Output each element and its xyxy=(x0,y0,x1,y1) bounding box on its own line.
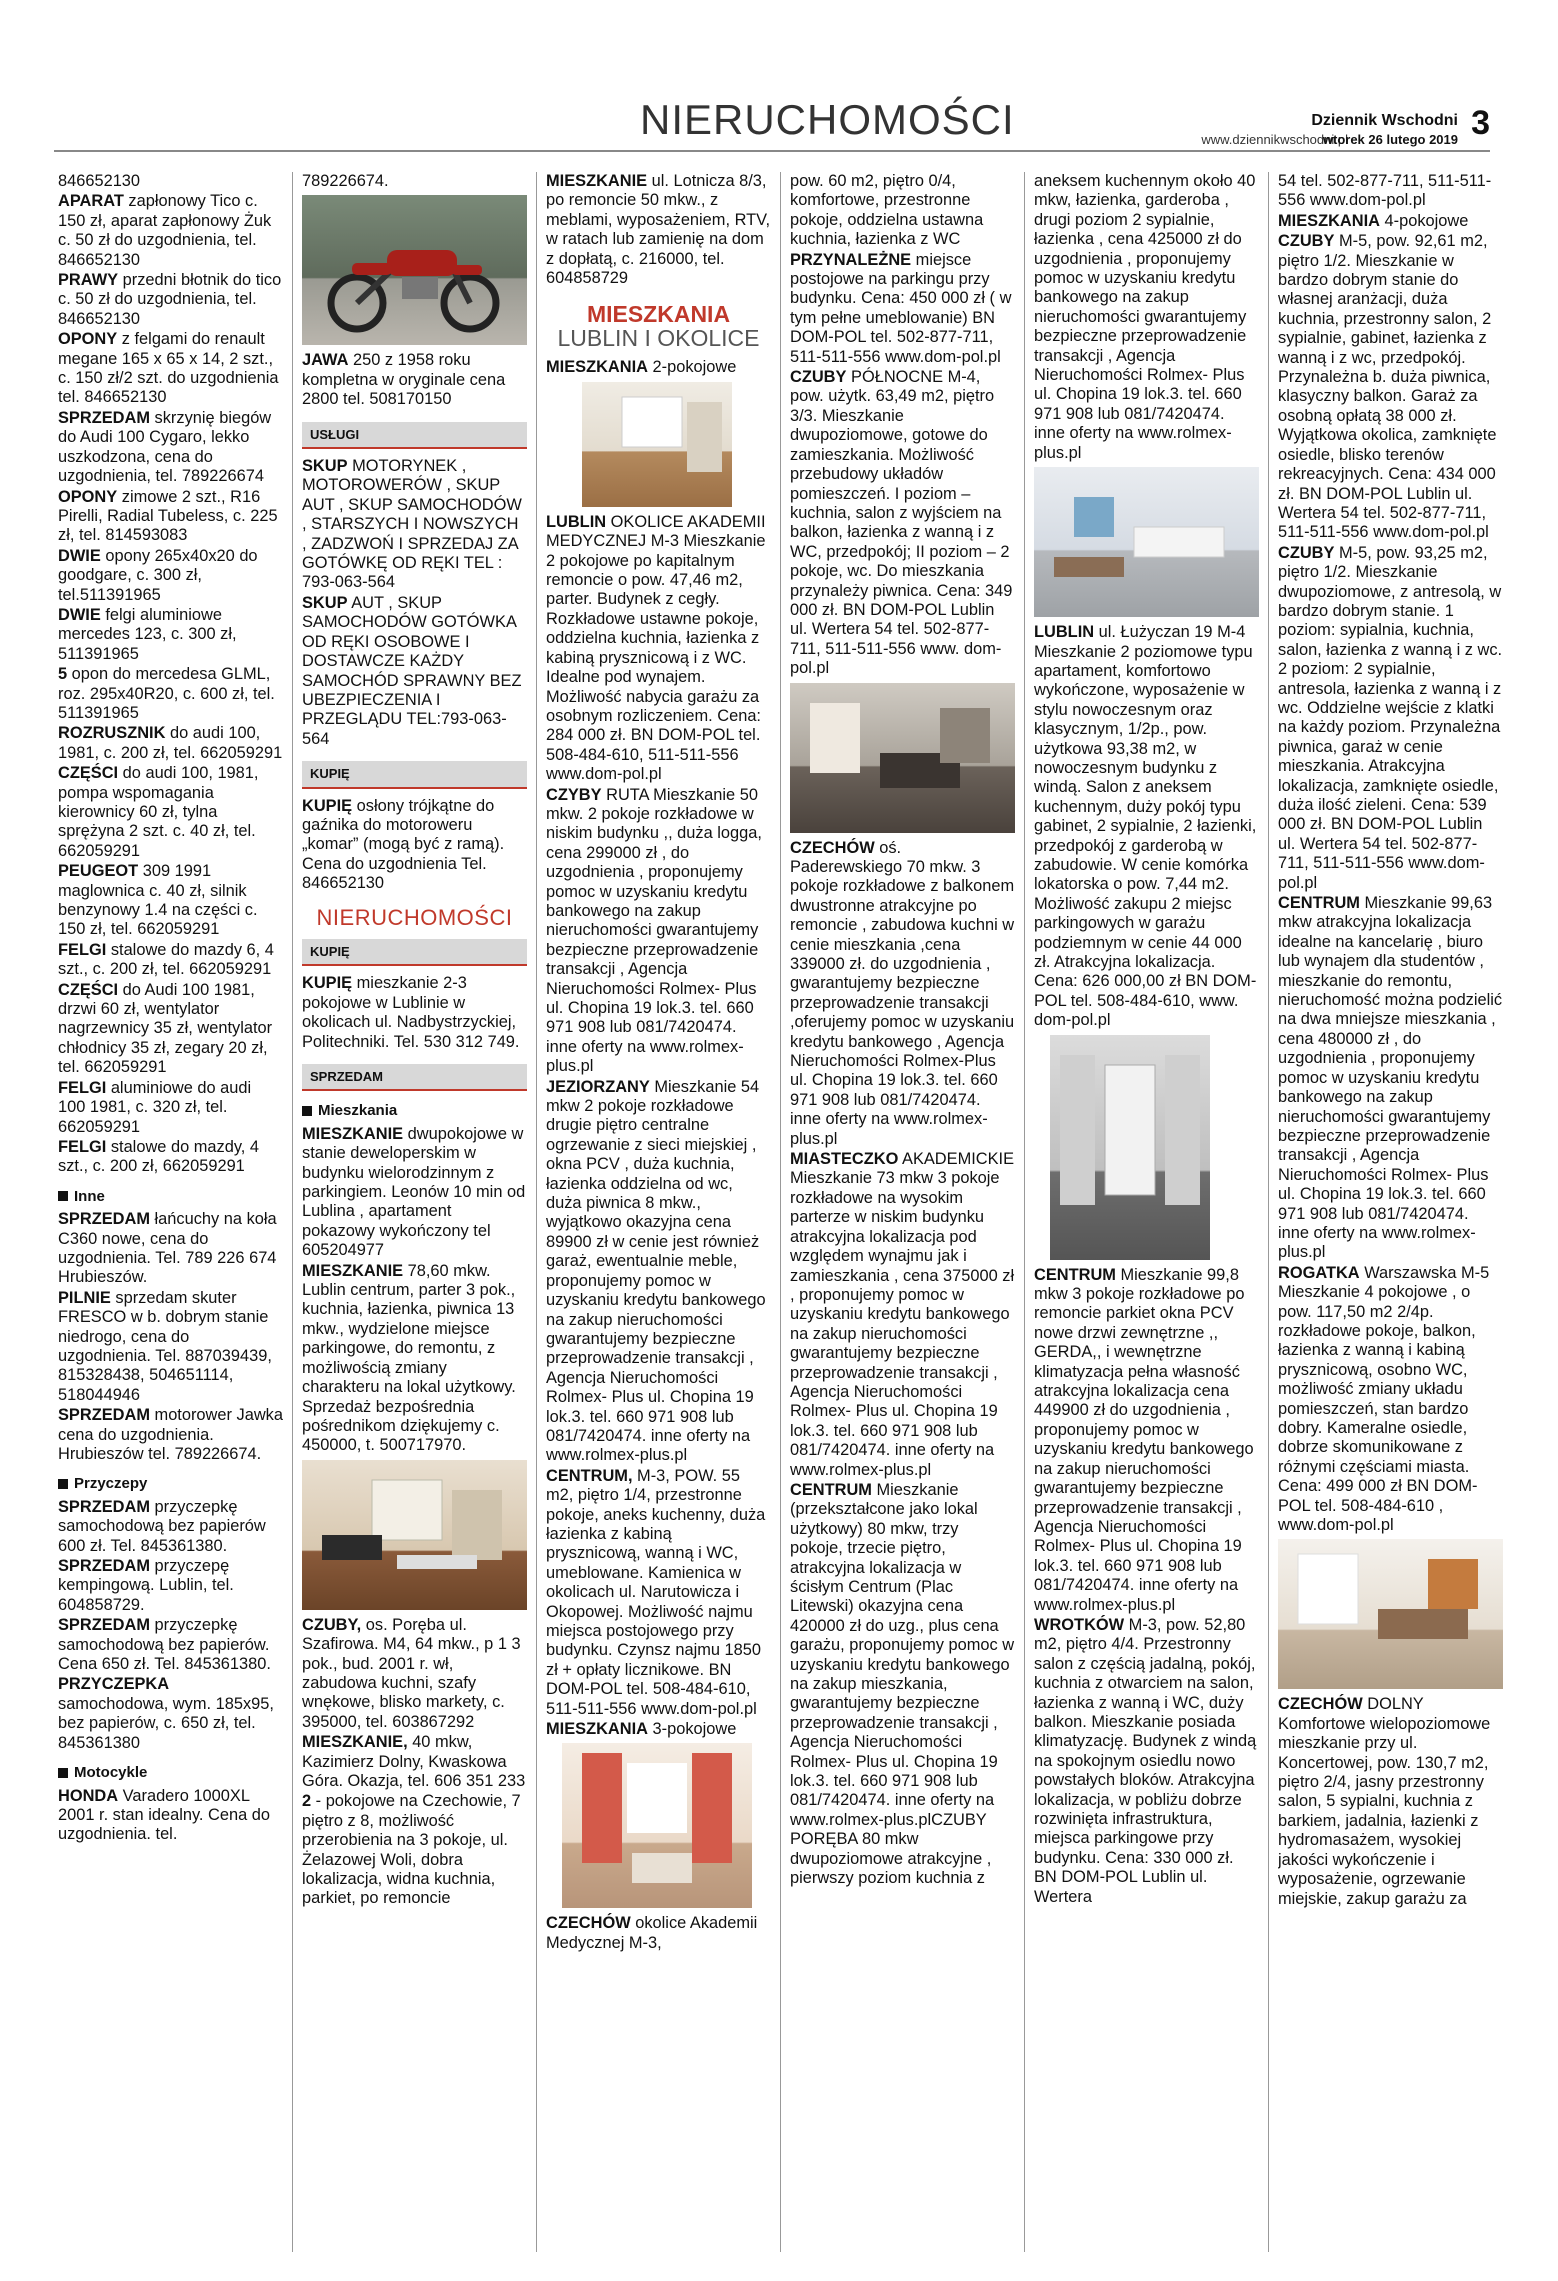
classified-ad: PILNIE sprzedam skuter FRESCO w b. dobrym stanie niedrogo, cena do uzgodnienia. Tel. 887039439, 815328438, 504651114, 518044946 xyxy=(58,1288,272,1404)
column-3 xyxy=(546,172,771,2252)
column-divider xyxy=(780,172,781,2252)
classified-ad: CZUBY PÓŁNOCNE M-4, pow. użytk. 63,49 m2, piętro 3/3. Mieszkanie dwupoziomowe, gotowe do zamieszkania. Możliwość przebudowy układów pomieszczeń. I poziom – kuchnia, salon z wyjściem na balkon, łazienka z wanną i z WC, przedpokój; II poziom – 2 pokoje, wc. Do mieszkania przynależy piwnica. Cena: 349 000 zł. BN DOM-POL Lublin ul. Wertera 54 tel. 502-877-711, 511-511-556 www. dom-pol.pl xyxy=(790,368,1013,678)
motorcycle-photo xyxy=(302,195,527,345)
apartment-photo xyxy=(1034,467,1259,617)
classified-ad: MIESZKANIA 3-pokojowe xyxy=(546,1720,737,1739)
column-divider xyxy=(292,172,293,2252)
classified-ad: SPRZEDAM przyczepkę samochodową bez papierów. Cena 650 zł. Tel. 845361380. xyxy=(58,1616,271,1674)
classified-ad: DWIE felgi aluminiowe mercedes 123, c. 300 zł, 511391965 xyxy=(58,605,237,663)
section-title-nieruchomosci: NIERUCHOMOŚCI xyxy=(316,904,513,930)
classified-ad: JAWA 250 z 1958 roku kompletna w oryginale cena 2800 tel. 508170150 xyxy=(302,351,506,409)
classified-ad: MIESZKANIE, 40 mkw, Kazimierz Dolny, Kwaskowa Góra. Okazja, tel. 606 351 233 xyxy=(302,1733,526,1790)
apartment-photo xyxy=(562,1743,752,1908)
section-header-uslugi: USŁUGI xyxy=(302,422,527,449)
classified-ad: CENTRUM Mieszkanie (przekształcone jako lokal użytkowy) 80 mkw, trzy pokoje, trzecie piętro, atrakcyjna lokalizacja w ścisłym Centrum (Plac Litewski) okazyjna cena 420000 zł do uzg., plus cena garażu, proponujemy pomoc w uzyskaniu kredytu bankowego na zakup mieszkania, gwarantujemy bezpieczne przeprowadzenie transakcji , Agencja Nieruchomości Rolmex- Plus ul. Chopina 19 lok.3. tel. 660 971 908 lub 081/7420474. inne oferty na www.rolmex-plus.plCZUBY PORĘBA 80 mkw dwupoziomowe atrakcyjne , pierwszy poziom kuchnia z xyxy=(790,1480,1015,1888)
column-2 xyxy=(302,172,527,2252)
classified-ad: CZUBY, os. Poręba ul. Szafirowa. M4, 64 mkw., p 1 3 pok., bud. 2001 r. wł, zabudowa kuchni, szafy wnękowe, blisko markety, c. 395000, tel. 603867292 xyxy=(302,1615,521,1731)
category-heading: Mieszkania xyxy=(302,1101,527,1120)
section-header-kupie: KUPIĘ xyxy=(302,761,527,788)
section-header-kupie: KUPIĘ xyxy=(302,939,527,966)
classified-ad: PRZYNALEŻNE miejsce postojowe na parkingu przy budynku. Cena: 450 000 zł ( w tym pełne umeblowanie) BN DOM-POL tel. 502-877-711, 511-511-556 www.dom-pol.pl xyxy=(790,250,1012,366)
column-5 xyxy=(1034,172,1259,2252)
bullet-square-icon xyxy=(58,1191,68,1201)
section-header-sprzedam: SPRZEDAM xyxy=(302,1064,527,1091)
ad-text: 54 tel. 502-877-711, 511-511-556 www.dom-pol.pl xyxy=(1278,172,1492,210)
column-divider xyxy=(536,172,537,2252)
page-number: 3 xyxy=(1471,104,1490,142)
apartment-photo xyxy=(302,1460,527,1610)
classified-ad: CZECHÓW oś. Paderewskiego 70 mkw. 3 pokoje rozkładowe z balkonem dwustronne atrakcyjne po remoncie , zabudowa kuchni w cenie mieszkania ,cena 339000 zł. do uzgodnienia , gwarantujemy bezpieczne przeprowadzenie transakcji ,oferujemy pomoc w uzyskaniu kredytu bankowego , Agencja Nieruchomości Rolmex-Plus ul. Chopina 19 lok.3. tel. 660 971 908 lub 081/7420474. inne oferty na www.rolmex-plus.pl xyxy=(790,838,1015,1148)
classified-ad: 5 opon do mercedesa GLML, roz. 295x40R20, c. 600 zł, tel. 511391965 xyxy=(58,665,275,722)
ads-columns xyxy=(58,172,1503,2252)
bullet-square-icon xyxy=(58,1768,68,1778)
classified-ad: SPRZEDAM łańcuchy na koła C360 nowe, cena do uzgodnienia. Tel. 789 226 674 Hrubieszów. xyxy=(58,1210,277,1287)
ad-text: aneksem kuchennym około 40 mkw, łazienka, garderoba , drugi poziom 2 sypialnie, łazienka , cena 425000 zł do uzgodnienia , proponujemy pomoc w uzyskaniu kredytu bankowego na zakup nieruchomości gwarantujemy bezpieczne przeprowadzenie transakcji , Agencja Nieruchomości Rolmex- Plus ul. Chopina 19 lok.3. tel. 660 971 908 lub 081/7420474. inne oferty na www.rolmex-plus.pl xyxy=(1034,172,1256,462)
column-6 xyxy=(1278,172,1503,2252)
classified-ad: CZUBY M-5, pow. 92,61 m2, piętro 1/2. Mieszkanie w bardzo dobrym stanie do własnej aranżacji, duża kuchnia, przestronny salon, 2 sypialnie, gabinet, łazienka z wanną i z wc, przedpokój. Przynależna b. duża piwnica, klasyczny balkon. Garaż za osobną opłatą 38 000 zł. Wyjątkowa okolica, zamknięte osiedle, blisko terenów rekreacyjnych. Cena: 434 000 zł. BN DOM-POL Lublin ul. Wertera 54 tel. 502-877-711, 511-511-556 www.dom-pol.pl xyxy=(1278,232,1497,542)
classified-ad: CZECHÓW DOLNY Komfortowe wielopoziomowe mieszkanie przy ul. Koncertowej, pow. 130,7 m2, piętro 2/4, jasny przestronny salon, 5 sypialni, kuchnia z barkiem, jadalnia, łazienki z hydromasażem, wysokiej jakości wykończenie i wyposażenie, ogrzewanie miejskie, zakup garażu za xyxy=(1278,1695,1491,1908)
classified-ad: HONDA Varadero 1000XL 2001 r. stan idealny. Cena do uzgodnienia. tel. xyxy=(58,1786,271,1844)
classified-ad: DWIE opony 265x40x20 do goodgare, c. 300 zł, tel.511391965 xyxy=(58,546,258,604)
classified-ad: OPONY z felgami do renault megane 165 x 65 x 14, 2 szt., c. 150 zł/2 szt. do uzgodnienia tel. 846652130 xyxy=(58,330,279,407)
section-title: NIERUCHOMOŚCI xyxy=(640,96,1015,143)
section-title-mieszkania: MIESZKANIA LUBLIN I OKOLICE xyxy=(557,301,760,352)
classified-ad: CZYBY RUTA Mieszkanie 50 mkw. 2 pokoje rozkładowe w niskim budynku ,, duża logga, cena 299000 zł , do uzgodnienia , proponujemy pomoc w uzyskaniu kredytu bankowego na zakup nieruchomości gwarantujemy bezpieczne przeprowadzenie transakcji , Agencja Nieruchomości Rolmex- Plus ul. Chopina 19 lok.3. tel. 660 971 908 lub 081/7420474. inne oferty na www.rolmex-plus.pl xyxy=(546,785,762,1076)
classified-ad: CENTRUM Mieszkanie 99,8 mkw 3 pokoje rozkładowe po remoncie parkiet okna PCV nowe drzwi zewnętrzne ,, GERDA,, i wewnętrzne klimatyzacja pełna własność atrakcyjna lokalizacja cena 449900 zł do uzgodnienia , proponujemy pomoc w uzyskaniu kredytu bankowego na zakup nieruchomości gwarantujemy bezpieczne przeprowadzenie transakcji , Agencja Nieruchomości Rolmex- Plus ul. Chopina 19 lok.3. tel. 660 971 908 lub 081/7420474. inne oferty na www.rolmex-plus.pl xyxy=(1034,1265,1254,1614)
category-heading: Inne xyxy=(58,1187,283,1206)
ad-text: 846652130 xyxy=(58,172,141,190)
classified-ad: MIESZKANIE dwupokojowe w stanie deweloperskim w budynku wielorodzinnym z parkingiem. Leonów 10 min od Lublina , apartament pokazowy wykończony tel 605204977 xyxy=(302,1124,526,1260)
classified-ad: OPONY zimowe 2 szt., R16 Pirelli, Radial Tubeless, c. 225 zł, tel. 814593083 xyxy=(58,487,278,545)
paper-url[interactable]: www.dziennikwschodni.pl xyxy=(1201,132,1348,147)
classified-ad: JEZIORZANY Mieszkanie 54 mkw 2 pokoje rozkładowe drugie piętro centralne ogrzewanie z sieci miejskiej , okna PCV , duża kuchnia, łazienka oddzielna od wc, duża piwnica 8 mkw., wyjątkowo okazyjna cena 89900 zł w cenie jest również garaż, ewentualnie meble, proponujemy pomoc w uzyskaniu kredytu bankowego na zakup nieruchomości gwarantujemy bezpieczne przeprowadzenie transakcji , Agencja Nieruchomości Rolmex- Plus ul. Chopina 19 lok.3. tel. 660 971 908 lub 081/7420474. inne oferty na www.rolmex-plus.pl xyxy=(546,1077,766,1465)
classified-ad: PRZYCZEPKA samochodowa, wym. 185x95, bez papierów, c. 650 zł, tel. 845361380 xyxy=(58,1675,274,1752)
column-4 xyxy=(790,172,1015,2252)
classified-ad: SKUP MOTORYNEK , MOTOROWERÓW , SKUP AUT , SKUP SAMOCHODÓW , STARSZYCH I NOWSZYCH , ZADZWOŃ I SPRZEDAJ ZA GOTÓWKĘ OD RĘKI TEL : 793-063-564 xyxy=(302,457,522,592)
classified-ad: SPRZEDAM skrzynię biegów do Audi 100 Cygaro, lekko uszkodzona, cena do uzgodnienia, tel. 789226674 xyxy=(58,408,272,486)
classified-ad: APARAT zapłonowy Tico c. 150 zł, aparat zapłonowy Żuk c. 50 zł do uzgodnienia, tel. 846652130 xyxy=(58,192,272,269)
classified-ad: MIESZKANIE ul. Lotnicza 8/3, po remoncie 50 mkw., z meblami, wyposażeniem, RTV, w ratach lub zamienię na dom z dopłatą, c. 216000, tel. 604858729 xyxy=(546,172,771,288)
column-divider xyxy=(1024,172,1025,2252)
classified-ad: ROZRUSZNIK do audi 100, 1981, c. 200 zł, tel. 662059291 xyxy=(58,724,283,762)
classified-ad: SKUP AUT , SKUP SAMOCHODÓW GOTÓWKA OD RĘKI OSOBOWE I DOSTAWCZE KAŻDY SAMOCHÓD SPRAWNY BEZ UBEZPIECZENIA I PRZEGLĄDU TEL:793-063-564 xyxy=(302,593,522,748)
category-heading: Przyczepy xyxy=(58,1474,283,1493)
classified-ad: KUPIĘ mieszkanie 2-3 pokojowe w Lublinie w okolicach ul. Nadbystrzyckiej, Politechniki. Tel. 530 312 749. xyxy=(302,974,520,1051)
paper-name: Dziennik Wschodni xyxy=(1311,112,1458,129)
classified-ad: FELGI stalowe do mazdy, 4 szt., c. 200 zł, 662059291 xyxy=(58,1137,260,1176)
corridor-photo xyxy=(1050,1035,1210,1260)
bullet-square-icon xyxy=(58,1479,68,1489)
classified-ad: MIESZKANIE 78,60 mkw. Lublin centrum, parter 3 pok., kuchnia, łazienka, piwnica 13 mkw., wydzielone miejsce parkingowe, do remontu, z możliwością zmiany charakteru na lokal użytkowy. Sprzedaż bezpośrednia pośrednikom dziękujemy c. 450000, t. 500717970. xyxy=(302,1261,516,1455)
paper-date: wtorek 26 lutego 2019 xyxy=(1322,132,1458,147)
apartment-photo xyxy=(1278,1539,1503,1689)
classified-ad: FELGI aluminiowe do audi 100 1981, c. 320 zł, tel. 662059291 xyxy=(58,1078,252,1136)
classified-ad: CZUBY M-5, pow. 93,25 m2, piętro 1/2. Mieszkanie dwupoziomowe, z antresolą, w bardzo dobrym stanie. 1 poziom: sypialnia, kuchnia, salon, łazienka z wanną i z wc. 2 poziom: 2 sypialnie, antresola, łazienka z wanną i z wc. Oddzielne wejście z klatki na każdy poziom. Przynależna piwnica, garaż w cenie mieszkania. Atrakcyjna lokalizacja, zamknięte osiedle, duża ilość zieleni. Cena: 539 000 zł. BN DOM-POL Lublin ul. Wertera 54 tel. 502-877-711, 511-511-556 www.dom-pol.pl xyxy=(1278,543,1503,892)
classified-ad: PEUGEOT 309 1991 maglownica c. 40 zł, silnik benzynowy 1.4 na części c. 150 zł, tel. 662059291 xyxy=(58,862,258,939)
classified-ad: MIESZKANIA 2-pokojowe xyxy=(546,358,737,377)
classified-ad: WROTKÓW M-3, pow. 52,80 m2, piętro 4/4. Przestronny salon z częścią jadalną, pokój, kuchnia z otwarciem na salon, łazienka z wanną i WC, duży balkon. Mieszkanie posiada klimatyzację. Budynek z windą na spokojnym osiedlu nowo powstałych bloków. Atrakcyjna lokalizacja, w pobliżu dobrze rozwinięta infrastruktura, miejsca parkingowe przy budynku. Cena: 330 000 zł. BN DOM-POL Lublin ul. Wertera xyxy=(1034,1615,1257,1906)
classified-ad: PRAWY przedni błotnik do tico c. 50 zł do uzgodnienia, tel. 846652130 xyxy=(58,271,282,328)
classified-ad: KUPIĘ osłony trójkątne do gaźnika do motoroweru „komar” (mogą być z ramą). Cena do uzgodnienia Tel. 846652130 xyxy=(302,796,505,893)
classified-ad: CENTRUM, M-3, POW. 55 m2, piętro 1/4, przestronne pokoje, aneks kuchenny, duża łazienka z kabiną prysznicową, wanną i WC, umeblowane. Kamienica w okolicach ul. Narutowicza i Okopowej. Możliwość najmu miejsca postojowego przy budynku. Czynsz najmu 1850 zł + opłaty licznikowe. BN DOM-POL tel. 508-484-610, 511-511-556 www.dom-pol.pl xyxy=(546,1466,766,1718)
column-1 xyxy=(58,172,283,2252)
page-header xyxy=(0,0,1558,170)
bullet-square-icon xyxy=(302,1106,312,1116)
classified-ad: LUBLIN OKOLICE AKADEMII MEDYCZNEJ M-3 Mieszkanie 2 pokojowe po kapitalnym remoncie o pow. 47,46 m2, parter. Budynek z cegły. Rozkładowe ustawne pokoje, oddzielna kuchnia, łazienka z kabiną prysznicową i z WC. Idealne pod wynajem. Możliwość nabycia garażu za osobnym rozliczeniem. Cena: 284 000 zł. BN DOM-POL tel. 508-484-610, 511-511-556 www.dom-pol.pl xyxy=(546,512,766,784)
column-divider xyxy=(1268,172,1269,2252)
classified-ad: CENTRUM Mieszkanie 99,63 mkw atrakcyjna lokalizacja idealne na kancelarię , biuro lub wynajem dla studentów , mieszkanie do remontu, nieruchomość można podzielić na dwa mniejsze mieszkania , cena 480000 zł , do uzgodnienia , proponujemy pomoc w uzyskaniu kredytu bankowego na zakup nieruchomości gwarantujemy bezpieczne przeprowadzenie transakcji , Agencja Nieruchomości Rolmex- Plus ul. Chopina 19 lok.3. tel. 660 971 908 lub 081/7420474. inne oferty na www.rolmex-plus.pl xyxy=(1278,894,1503,1262)
classified-ad: SPRZEDAM przyczepkę samochodową bez papierów 600 zł. Tel. 845361380. xyxy=(58,1497,266,1555)
category-heading: Motocykle xyxy=(58,1763,283,1782)
classified-ad: LUBLIN ul. Łużyczan 19 M-4 Mieszkanie 2 poziomowe typu apartament, komfortowo wykończone, wyposażenie w stylu nowoczesnym oraz klasycznym, 1/2p., pow. użytkowa 93,38 m2, w nowoczesnym budynku z windą. Salon z aneksem kuchennym, duży pokój typu gabinet, 2 sypialnie, 2 łazienki, przedpokój z garderobą w zabudowie. W cenie komórka lokatorska o pow. 7,44 m2. Możliwość zakupu 2 miejsc parkingowych w garażu podziemnym w cenie 44 000 zł. Atrakcyjna lokalizacja. Cena: 626 000,00 zł BN DOM-POL tel. 508-484-610, www. dom-pol.pl xyxy=(1034,623,1257,1030)
classified-ad: MIASTECZKO AKADEMICKIE Mieszkanie 73 mkw 3 pokoje rozkładowe na wysokim parterze w niskim budynku atrakcyjna lokalizacja pod względem wynajmu jak i zamieszkania , cena 375000 zł , proponujemy pomoc w uzyskaniu kredytu bankowego na zakup nieruchomości gwarantujemy bezpieczne przeprowadzenie transakcji , Agencja Nieruchomości Rolmex- Plus ul. Chopina 19 lok.3. tel. 660 971 908 lub 081/7420474. inne oferty na www.rolmex-plus.pl xyxy=(790,1150,1015,1479)
ad-text: pow. 60 m2, piętro 0/4, komfortowe, przestronne pokoje, oddzielna ustawna kuchnia, łazienka z WC xyxy=(790,172,984,249)
classified-ad: 2 - pokojowe na Czechowie, 7 piętro z 8, możliwość przerobienia na 3 pokoje, ul. Żelazowej Woli, dobra lokalizacja, widna kuchnia, parkiet, po remoncie xyxy=(302,1792,521,1908)
classified-ad: SPRZEDAM motorower Jawka cena do uzgodnienia. Hrubieszów tel. 789226674. xyxy=(58,1406,283,1463)
classified-ad: FELGI stalowe do mazdy 6, 4 szt., c. 200 zł, tel. 662059291 xyxy=(58,940,274,979)
header-rule xyxy=(54,150,1490,152)
classified-ad: MIESZKANIA 4-pokojowe xyxy=(1278,211,1469,230)
apartment-photo xyxy=(582,382,732,507)
apartment-photo xyxy=(790,683,1015,833)
ad-text: 789226674. xyxy=(302,172,389,190)
classified-ad: CZĘŚCI do audi 100, 1981, pompa wspomagania kierownicy 60 zł, tylna sprężyna 2 szt. c. 40 zł, tel. 662059291 xyxy=(58,764,259,860)
classified-ad: CZECHÓW okolice Akademii Medycznej M-3, xyxy=(546,1914,758,1952)
classified-ad: CZĘŚCI do Audi 100 1981, drzwi 60 zł, wentylator nagrzewnicy 35 zł, wentylator chłodnicy 35 zł, zegary 20 zł, tel. 662059291 xyxy=(58,980,273,1077)
classified-ad: SPRZEDAM przyczepę kempingową. Lublin, tel. 604858729. xyxy=(58,1557,234,1614)
classified-ad: ROGATKA Warszawska M-5 Mieszkanie 4 pokojowe , o pow. 117,50 m2 2/4p. rozkładowe pokoje, balkon, łazienka z wanną i kabiną prysznicową, osobno WC, możliwość zmiany układu pomieszczeń, stan bardzo dobry. Kameralne osiedle, dobrze skomunikowane z różnymi częściami miasta. Cena: 499 000 zł BN DOM-POL tel. 508-484-610 , www.dom-pol.pl xyxy=(1278,1263,1490,1535)
